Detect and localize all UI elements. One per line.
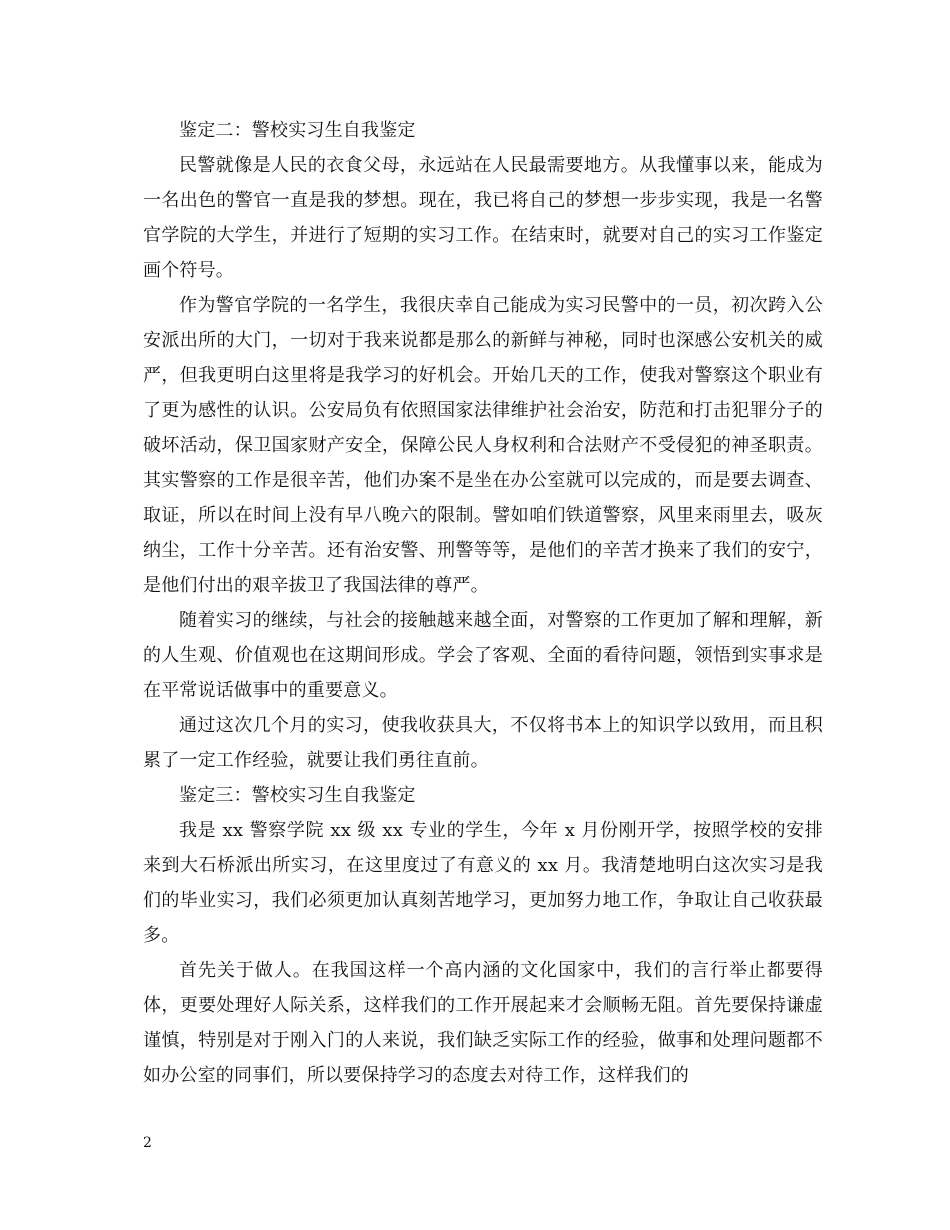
section-3-paragraph-1: 我是 xx 警察学院 xx 级 xx 专业的学生，今年 x 月份刚开学，按照学校的安排来到大石桥派出所实习，在这里度过了有意义的 xx 月。我清楚地明白这次实习是我们的毕业实习，我们必须更加认真刻苦地学习，更加努力地工作，争取让自己收获最多。 [143,820,823,946]
document-body [143,113,823,1093]
section-2-paragraph-1: 民警就像是人民的衣食父母，永远站在人民最需要地方。从我懂事以来，能成为一名出色的警官一直是我的梦想。现在，我已将自己的梦想一步步实现，我是一名警官学院的大学生，并进行了短期的实习工作。在结束时，就要对自己的实习工作鉴定画个符号。 [143,155,823,281]
page-number: 2 [143,1135,152,1151]
section-3-heading: 鉴定三：警校实习生自我鉴定 [179,785,416,806]
section-2-paragraph-3: 随着实习的继续，与社会的接触越来越全面，对警察的工作更加了解和理解，新的人生观、价值观也在这期间形成。学会了客观、全面的看待问题，领悟到实事求是在平常说话做事中的重要意义。 [143,610,823,701]
section-2-paragraph-2: 作为警官学院的一名学生，我很庆幸自己能成为实习民警中的一员，初次跨入公安派出所的大门，一切对于我来说都是那么的新鲜与神秘，同时也深感公安机关的威严，但我更明白这里将是我学习的好机会。开始几天的工作，使我对警察这个职业有了更为感性的认识。公安局负有依照国家法律维护社会治安，防范和打击犯罪分子的破坏活动，保卫国家财产安全，保障公民人身权利和合法财产不受侵犯的神圣职责。其实警察的工作是很辛苦，他们办案不是坐在办公室就可以完成的，而是要去调查、取证，所以在时间上没有早八晚六的限制。譬如咱们铁道警察，风里来雨里去，吸灰纳尘，工作十分辛苦。还有治安警、刑警等等，是他们的辛苦才换来了我们的安宁，是他们付出的艰辛拔卫了我国法律的尊严。 [143,295,823,596]
section-2-heading: 鉴定二：警校实习生自我鉴定 [179,120,416,141]
section-2-paragraph-4: 通过这次几个月的实习，使我收获具大，不仅将书本上的知识学以致用，而且积累了一定工作经验，就要让我们勇往直前。 [143,715,823,771]
section-3-paragraph-2: 首先关于做人。在我国这样一个高内涵的文化国家中，我们的言行举止都要得体，更要处理好人际关系，这样我们的工作开展起来才会顺畅无阻。首先要保持谦虚谨慎，特别是对于刚入门的人来说，我们缺乏实际工作的经验，做事和处理问题都不如办公室的同事们，所以要保持学习的态度去对待工作，这样我们的 [143,960,823,1086]
